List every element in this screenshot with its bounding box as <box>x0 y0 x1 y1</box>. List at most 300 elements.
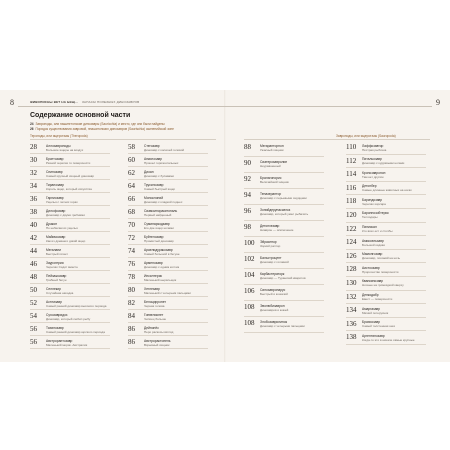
toc-entry-page-number: 74 <box>128 247 135 255</box>
toc-entry-subtitle: Чилиец больше <box>144 316 167 321</box>
toc-entry-page-number: 98 <box>244 223 251 231</box>
toc-entry[interactable] <box>30 155 110 168</box>
toc-entry-page-number: 78 <box>128 273 135 281</box>
toc-entry-subtitle: Динозавр с колючей головой <box>144 147 185 152</box>
toc-entry[interactable] <box>30 298 110 311</box>
toc-entry-page-number: 124 <box>346 238 357 247</box>
page-number-right: 9 <box>436 98 440 107</box>
toc-entry-page-number: 92 <box>244 175 251 183</box>
toc-entry-subtitle: Перо раскосы взгляд <box>144 329 174 334</box>
toc-entry-subtitle: Ниаврон — исключение <box>260 227 294 232</box>
toc-entry[interactable] <box>346 251 426 265</box>
toc-entry-title: Сухозавридоз <box>46 312 68 317</box>
toc-entry-title: Гонвелиопет <box>144 312 164 317</box>
toc-entry[interactable] <box>30 285 110 298</box>
toc-entry-page-number: 82 <box>128 299 135 307</box>
toc-entry-page-number: 42 <box>30 234 37 242</box>
toc-entry[interactable] <box>30 337 110 350</box>
toc-entry-page-number: 112 <box>346 156 357 165</box>
toc-entry-title: Детонбер <box>362 184 377 189</box>
toc-entry-title: Зонийдерунасиатоз <box>260 207 291 212</box>
toc-entry-page-number: 84 <box>128 312 135 320</box>
toc-entry-subtitle: Быстрый и кошачий <box>260 291 288 296</box>
toc-entry-page-number: 76 <box>128 260 135 268</box>
toc-entry[interactable] <box>244 206 324 222</box>
toc-entry-title: Буйтелозавр <box>144 234 164 239</box>
toc-entry-divider <box>346 222 426 223</box>
toc-entry[interactable] <box>30 233 110 246</box>
toc-entry[interactable] <box>128 259 208 272</box>
toc-entry-divider <box>30 257 110 258</box>
toc-entry-page-number: 44 <box>30 247 37 255</box>
toc-entry-page-number: 36 <box>30 195 37 203</box>
toc-entry-subtitle: Как из древнего дикий ящер <box>46 238 86 243</box>
toc-entry[interactable] <box>30 220 110 233</box>
toc-entry-page-number: 52 <box>30 299 37 307</box>
toc-entry-subtitle: Динозавр с булавами <box>144 173 174 178</box>
toc-entry-subtitle: Динозавр с двумя гребнями <box>46 212 85 217</box>
toc-entry-divider <box>346 208 426 209</box>
toc-entry-divider <box>128 153 208 154</box>
toc-entry-divider <box>244 236 324 237</box>
toc-entry-page-number: 48 <box>30 273 37 281</box>
toc-entry-divider <box>128 296 208 297</box>
toc-entry-subtitle: Случайная находка <box>46 290 74 295</box>
toc-entry-divider <box>346 262 426 263</box>
toc-entry-subtitle: Быстрый гигант <box>46 251 68 256</box>
toc-entry-divider <box>30 231 110 232</box>
toc-entry[interactable] <box>128 155 208 168</box>
section-label-sauropoda: Завроподы, или ящеротазы (Sauropoda) <box>336 134 396 138</box>
toc-entry-subtitle: Большие ящеры на воздух <box>46 147 84 152</box>
toc-entry-page-number: 100 <box>244 239 255 247</box>
toc-entry-subtitle: Взрывный хищник <box>144 342 170 347</box>
toc-line <box>30 122 165 126</box>
toc-entry-title: Дракон <box>46 221 58 226</box>
toc-entry-subtitle: Его две ящер ночами <box>144 225 174 230</box>
toc-entry-page-number: 28 <box>30 143 37 151</box>
toc-entry-divider <box>128 309 208 310</box>
toc-entry-divider <box>346 235 426 236</box>
toc-entry-divider <box>30 153 110 154</box>
toc-entry-title: Карбастераторк <box>260 271 285 276</box>
toc-column-3 <box>244 142 324 334</box>
toc-entry-subtitle: Первый найденный <box>144 212 172 217</box>
toc-entry[interactable] <box>346 332 426 346</box>
toc-entry-title: Араелидуракозавр <box>144 247 173 252</box>
toc-entry-divider <box>346 181 426 182</box>
toc-entry-title: Аллозавроподы <box>46 143 71 148</box>
toc-entry[interactable] <box>244 286 324 302</box>
toc-entry-page-number: 136 <box>346 319 357 328</box>
toc-entry-title: Бальстроцент <box>260 255 282 260</box>
toc-entry-page-number: 40 <box>30 221 37 229</box>
toc-entry[interactable] <box>30 168 110 181</box>
toc-entry-title: Майимозавр <box>46 234 66 239</box>
toc-entry[interactable] <box>128 337 208 350</box>
toc-entry[interactable] <box>346 278 426 292</box>
toc-entry-title: Дилофозавр <box>46 208 66 213</box>
toc-entry-page-number: 56 <box>30 338 37 346</box>
toc-entry-page-number: 102 <box>244 255 255 263</box>
toc-entry-page-number: 114 <box>346 170 357 179</box>
toc-entry-subtitle: Самый толстенная шея <box>362 324 395 329</box>
toc-entry-divider <box>30 283 110 284</box>
toc-entry[interactable] <box>244 270 324 286</box>
running-head-bold: ЖИВОПИСНЫ ВЕТ НА БЕЩ... <box>30 100 79 104</box>
toc-entry-subtitle: Когда-то это в начале самые крупные <box>362 337 415 342</box>
toc-entry-divider <box>128 244 208 245</box>
toc-entry-divider <box>30 192 110 193</box>
toc-entry-title: Эйрааптор <box>260 239 277 244</box>
toc-entry-subtitle: Теплодары <box>362 215 378 220</box>
book-gutter <box>224 90 226 362</box>
toc-entry-subtitle: По небесам из ущелья <box>46 225 78 230</box>
toc-entry-subtitle: Самый большой в бегуне <box>144 251 180 256</box>
toc-entry-subtitle: Динозавр с кудрявыми ногами <box>362 161 405 166</box>
toc-entry-title: Бариндозавр <box>362 197 383 202</box>
toc-entry-page-number: 138 <box>346 333 357 342</box>
toc-entry-divider <box>244 252 324 253</box>
toc-entry-page-number: 108 <box>244 303 255 311</box>
toc-entry-divider <box>346 290 426 291</box>
toc-entry-subtitle: Динозавр с кладкой поднес <box>144 199 183 204</box>
toc-entry-subtitle: Самые длинные животных на ногах <box>362 188 412 193</box>
toc-entry-title: Синозавропарус <box>260 287 286 292</box>
toc-line <box>30 127 174 131</box>
toc-entry-title: Суминаркодзавр <box>144 221 170 226</box>
toc-entry-title: Пинискал <box>362 225 377 230</box>
toc-entry-subtitle: Король ящер, который искусства <box>46 186 92 191</box>
toc-entry[interactable] <box>128 246 208 259</box>
toc-entry[interactable] <box>30 207 110 220</box>
toc-entry-title: Селлекир <box>46 286 61 291</box>
toc-entry-divider <box>244 220 324 221</box>
toc-entry-divider <box>30 348 110 349</box>
toc-entry[interactable] <box>346 264 426 278</box>
toc-entry[interactable] <box>30 324 110 337</box>
toc-entry-divider <box>346 154 426 155</box>
toc-entry-divider <box>346 249 426 250</box>
running-head-rule <box>18 106 432 107</box>
toc-entry-subtitle: Динозавр с одним когтем <box>144 264 180 269</box>
toc-entry-page-number: 108 <box>244 319 255 327</box>
toc-entry-title: Тиранозавр <box>46 182 64 187</box>
toc-entry-title: Аистоозавр <box>362 265 380 270</box>
toc-entry[interactable] <box>128 285 208 298</box>
toc-entry-title: Брахиозавр <box>362 320 381 325</box>
toc-entry-page-number: 64 <box>128 182 135 190</box>
toc-entry[interactable] <box>346 142 426 156</box>
toc-entry-subtitle: Динозавр — Туранский кваритов <box>260 275 306 280</box>
toc-entry-subtitle: Черная голова <box>144 303 165 308</box>
toc-entry-page-number: 54 <box>30 312 37 320</box>
toc-entry[interactable] <box>244 238 324 254</box>
toc-entry[interactable] <box>128 168 208 181</box>
toc-entry-page-number: 118 <box>346 197 357 206</box>
toc-entry-divider <box>128 205 208 206</box>
toc-entry[interactable] <box>346 156 426 170</box>
toc-entry-page-number: 30 <box>30 156 37 164</box>
toc-entry-title: Мегалани <box>46 247 62 252</box>
toc-entry-title: Злобозавролинок <box>260 319 288 324</box>
toc-entry-divider <box>128 192 208 193</box>
toc-entry-page-number: 134 <box>346 306 357 315</box>
toc-entry-title: Мамонгозавр <box>362 252 383 257</box>
toc-entry-divider <box>30 205 110 206</box>
toc-entry-divider <box>128 283 208 284</box>
toc-entry-divider <box>30 218 110 219</box>
toc-line-number: 24 <box>30 122 34 126</box>
toc-entry-title: Теназераптор <box>260 191 282 196</box>
toc-entry-subtitle: Грабный бегун <box>46 277 67 282</box>
toc-entry[interactable] <box>244 302 324 318</box>
toc-entry-subtitle: Там нет другим <box>362 174 384 179</box>
toc-entry-page-number: 80 <box>128 286 135 294</box>
toc-entry-title: Заурогерия <box>46 260 64 265</box>
toc-entry[interactable] <box>128 233 208 246</box>
toc-entry[interactable] <box>30 181 110 194</box>
toc-entry-divider <box>346 303 426 304</box>
toc-entry-divider <box>244 316 324 317</box>
toc-entry[interactable] <box>128 272 208 285</box>
toc-entry-subtitle: Маленький ныряльщик <box>144 277 177 282</box>
toc-entry-title: Стегозавр <box>144 143 160 148</box>
toc-entry[interactable] <box>30 142 110 155</box>
running-head <box>30 100 139 104</box>
section-rule-right <box>244 139 430 140</box>
toc-column-4 <box>346 142 426 346</box>
toc-entry[interactable] <box>30 194 110 207</box>
toc-entry[interactable] <box>30 259 110 272</box>
toc-entry-divider <box>128 335 208 336</box>
toc-entry[interactable] <box>346 183 426 197</box>
toc-entry-page-number: 38 <box>30 208 37 216</box>
toc-entry-subtitle: Маленький с четырьмя пальцами <box>144 290 191 295</box>
toc-line-text: Завроподы, или нашингтонские динозавры (Sauricchia) и место, где они были найдены <box>35 122 165 126</box>
toc-entry[interactable] <box>244 142 324 158</box>
toc-entry[interactable] <box>244 222 324 238</box>
toc-entry-subtitle: Большой кидкая <box>362 242 385 247</box>
toc-entry[interactable] <box>244 158 324 174</box>
toc-entry-title: Диоан <box>144 169 154 174</box>
toc-entry-title: Сиамоиноракитопаль <box>144 208 178 213</box>
toc-entry-title: Денкодабр <box>362 293 379 298</box>
toc-entry-title: Бароннозобтерис <box>362 211 389 216</box>
toc-entry[interactable] <box>128 194 208 207</box>
toc-entry-title: Дейнонёс <box>144 325 159 330</box>
toc-entry[interactable] <box>244 254 324 270</box>
section-rule-left <box>30 139 216 140</box>
toc-entry-divider <box>346 167 426 168</box>
toc-entry-subtitle: Самый ранний динозавр высокого периода <box>46 303 107 308</box>
toc-entry-subtitle: Разной черепах то поверхности <box>46 160 91 165</box>
toc-entry-title: Белоцирропет <box>144 299 166 304</box>
toc-entry-subtitle: Прошел горизонтальных <box>144 160 179 165</box>
toc-entry-divider <box>128 218 208 219</box>
page-number-left: 8 <box>10 98 14 107</box>
toc-entry-page-number: 60 <box>128 156 135 164</box>
toc-entry-subtitle: Пёстрая рыбочка <box>362 147 387 152</box>
toc-entry-page-number: 126 <box>346 251 357 260</box>
toc-entry[interactable] <box>244 174 324 190</box>
toc-line-text: Порядок существования завровой, пнашитонских динозавров (Saurischia) окиленийской зоне <box>35 127 174 131</box>
toc-entry-page-number: 132 <box>346 292 357 301</box>
toc-entry-divider <box>128 270 208 271</box>
toc-entry-divider <box>128 322 208 323</box>
toc-entry-page-number: 32 <box>30 169 37 177</box>
toc-entry-subtitle: Маленький морик. Австралия <box>46 342 88 347</box>
toc-entry-title: Моноклоний <box>144 195 164 200</box>
book-spread <box>0 90 450 362</box>
toc-entry-divider <box>244 332 324 333</box>
toc-entry-page-number: 62 <box>128 169 135 177</box>
toc-entry-divider <box>244 204 324 205</box>
toc-entry-page-number: 56 <box>30 325 37 333</box>
toc-entry-page-number: 50 <box>30 286 37 294</box>
toc-entry-divider <box>128 348 208 349</box>
toc-entry-page-number: 70 <box>128 221 135 229</box>
toc-entry[interactable] <box>128 207 208 220</box>
toc-entry-divider <box>244 172 324 173</box>
toc-entry-divider <box>244 268 324 269</box>
toc-entry-divider <box>346 344 426 345</box>
toc-entry-title: Австрораптозавр <box>46 338 73 343</box>
toc-entry[interactable] <box>128 311 208 324</box>
toc-entry-subtitle: Мягкий потерусник <box>362 310 389 315</box>
toc-entry-divider <box>244 188 324 189</box>
toc-entry[interactable] <box>346 292 426 306</box>
toc-entry[interactable] <box>128 181 208 194</box>
toc-entry-page-number: 72 <box>128 234 135 242</box>
toc-entry-page-number: 90 <box>244 159 251 167</box>
toc-entry[interactable] <box>30 272 110 285</box>
toc-entry-divider <box>244 156 324 157</box>
toc-entry-title: Гарпиозавр <box>46 195 64 200</box>
toc-entry-page-number: 86 <box>128 325 135 333</box>
toc-entry[interactable] <box>128 298 208 311</box>
toc-entry-subtitle: Самый быстрый ящер <box>144 186 176 191</box>
toc-entry-title: Бралагонорис <box>260 175 282 180</box>
toc-entry-page-number: 34 <box>30 182 37 190</box>
toc-entry-title: Мегарапторнон <box>260 143 284 148</box>
toc-entry-divider <box>30 179 110 180</box>
toc-entry-subtitle: Кто всех ест и столбы <box>362 229 393 234</box>
toc-entry-page-number: 94 <box>244 191 251 199</box>
toc-entry-divider <box>128 166 208 167</box>
toc-entry-subtitle: Ночные на громоздкой кверху <box>362 283 404 288</box>
toc-entry-subtitle: Динозавр с четырьмя пальцами <box>260 323 305 328</box>
toc-entry-page-number: 106 <box>244 287 255 295</box>
toc-entry-divider <box>30 296 110 297</box>
toc-entry-title: Амаргазавр <box>362 306 380 311</box>
toc-entry-divider <box>30 322 110 323</box>
toc-entry-divider <box>30 244 110 245</box>
toc-entry-subtitle: Динозавр с перьевыми сердцами <box>260 195 307 200</box>
toc-entry-page-number: 88 <box>244 143 251 151</box>
toc-entry-subtitle: Динозавров и кожей <box>260 307 289 312</box>
toc-entry-title: Детонхезавр <box>260 223 280 228</box>
toc-entry[interactable] <box>128 220 208 233</box>
toc-entry-page-number: 130 <box>346 278 357 287</box>
toc-entry-title: Спинозавр <box>46 169 63 174</box>
toc-entry-title: Кванкинозавр <box>362 279 384 284</box>
toc-entry-title: Эволюбизаврон <box>260 303 285 308</box>
toc-entry-subtitle: Ужасный хищник <box>260 147 284 152</box>
toc-column-1 <box>30 142 110 350</box>
toc-entry-title: Хеглезавр <box>144 286 160 291</box>
toc-entry-page-number: 128 <box>346 265 357 274</box>
toc-entry-page-number: 120 <box>346 210 357 219</box>
toc-entry-divider <box>346 330 426 331</box>
toc-entry-subtitle: Евест — поверхности <box>362 297 393 302</box>
toc-entry-title: Австрорастопель <box>144 338 171 343</box>
toc-entry-title: Анкилозавр <box>144 156 162 161</box>
toc-entry-divider <box>346 317 426 318</box>
toc-entry[interactable] <box>346 237 426 251</box>
toc-entry[interactable] <box>346 319 426 333</box>
toc-entry-page-number: 86 <box>128 338 135 346</box>
toc-entry[interactable] <box>244 318 324 334</box>
toc-entry-subtitle: Черепах Сидит вместе <box>46 264 78 269</box>
toc-title: Содержание основной части <box>30 112 131 119</box>
toc-entry-title: Амикоэльзавр <box>362 238 384 243</box>
toc-entry[interactable] <box>128 324 208 337</box>
toc-entry[interactable] <box>346 305 426 319</box>
toc-entry-divider <box>346 194 426 195</box>
toc-entry-page-number: 68 <box>128 208 135 216</box>
toc-entry-divider <box>128 179 208 180</box>
toc-entry-title: Ипсилтерис <box>144 273 163 278</box>
toc-entry-subtitle: Динозавр, похожий на ночь <box>362 256 401 261</box>
toc-entry-subtitle: Пророчество поверхности <box>362 269 399 274</box>
toc-entry-subtitle: Зоркий раптор <box>260 243 281 248</box>
toc-entry[interactable] <box>346 169 426 183</box>
toc-entry-page-number: 110 <box>346 143 357 151</box>
toc-entry-subtitle: Динозавр с головкой <box>260 259 289 264</box>
toc-entry-divider <box>30 309 110 310</box>
toc-entry-subtitle: Самый ранний динозавр юрского периода <box>46 329 105 334</box>
toc-entry[interactable] <box>346 210 426 224</box>
toc-entry[interactable] <box>346 196 426 210</box>
running-head-text: ЗАПАСЫ ПОЛЕЗНЫХ ДИНОЗАВРОВ <box>82 100 140 104</box>
toc-entry-subtitle: Динозавр, который любил рыбу <box>46 316 91 321</box>
toc-line-number: 26 <box>30 127 34 131</box>
toc-entry-subtitle: Самый крупный хищный динозавр <box>46 173 94 178</box>
toc-entry-divider <box>346 276 426 277</box>
toc-entry-divider <box>244 284 324 285</box>
toc-entry-divider <box>30 270 110 271</box>
toc-entry-title: Трусилозавр <box>144 182 164 187</box>
toc-entry-subtitle: Неуравненный <box>260 163 281 168</box>
toc-entry[interactable] <box>244 190 324 206</box>
toc-entry-page-number: 104 <box>244 271 255 279</box>
toc-entry-title: Кронозавропоп <box>362 170 386 175</box>
toc-entry[interactable] <box>346 224 426 238</box>
toc-entry[interactable] <box>128 142 208 155</box>
toc-entry-subtitle: Черепах корсара <box>362 201 386 206</box>
toc-entry-page-number: 66 <box>128 195 135 203</box>
toc-entry-page-number: 116 <box>346 183 357 192</box>
toc-entry-subtitle: Динозавр, который умел рыбачить <box>260 211 309 216</box>
toc-entry-divider <box>128 231 208 232</box>
toc-entry[interactable] <box>30 246 110 259</box>
toc-entry-divider <box>128 257 208 258</box>
toc-entry-title: Арменозавр <box>144 260 163 265</box>
toc-entry[interactable] <box>30 311 110 324</box>
toc-entry-title: Лаффозавтор <box>362 143 384 148</box>
toc-entry-page-number: 96 <box>244 207 251 215</box>
